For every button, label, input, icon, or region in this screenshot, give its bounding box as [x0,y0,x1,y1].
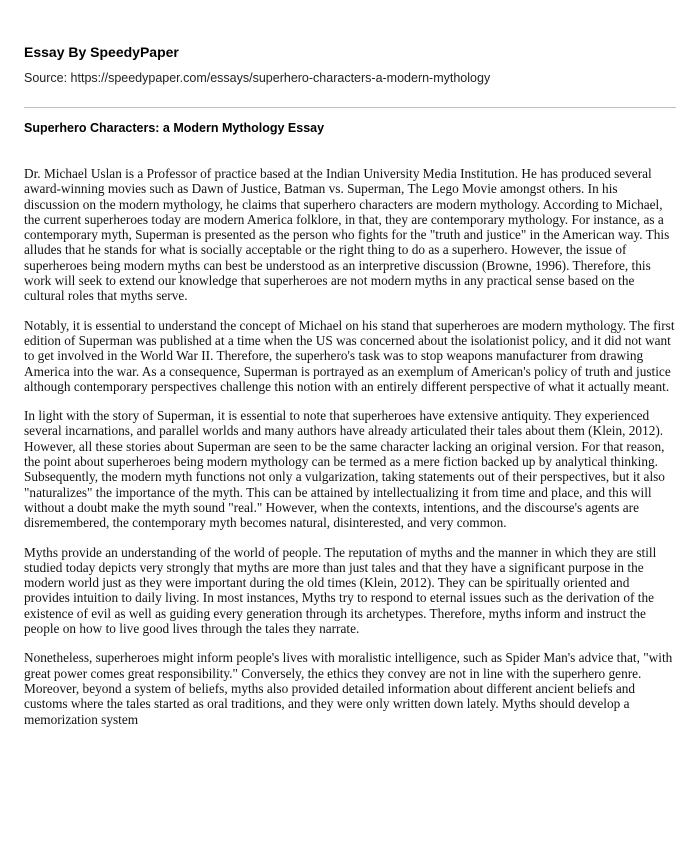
source-line: Source: https://speedypaper.com/essays/superhero-characters-a-modern-mythology [24,71,491,85]
paragraph-1: Dr. Michael Uslan is a Professor of practice based at the Indian University Media Institution. He has produced several award-winning movies such as Dawn of Justice, Batman vs. Superman, The Lego Movie amongst others. In his discussion on the modern mythology, he claims that superhero characters are modern mythology. According to Michael, the current superheroes today are modern America folklore, in that, they are contemporary mythology. For instance, as a contemporary myth, Superman is presented as the person who fights for the "truth and justice" in the American way. This alludes that he stands for what is socially acceptable or the right thing to do as a superhero. However, the issue of superheroes being modern myths can best be understood as an interpretive discussion (Browne, 1996). Therefore, this work will seek to extend our knowledge that superheroes are not modern myths in any practical sense based on the cultural roles that myths serve. [24,166,670,304]
paragraph-5: Nonetheless, superheroes might inform people's lives with moralistic intelligence, such as Spider Man's advice that, "with great power comes great responsibility." Conversely, the ethics they convey are not in line with the superhero genre. Moreover, beyond a system of beliefs, myths also provided detailed information about different ancient beliefs and customs where the tales started as oral traditions, and they were only written down lately. Myths should develop a memorization system [24,650,673,727]
paragraph-4: Myths provide an understanding of the world of people. The reputation of myths and the manner in which they are still studied today depicts very strongly that myths are more than just tales and that they have a significant purpose in the modern world just as they were important during the old times (Klein, 2012). They can be spiritually oriented and provides intuition to daily living. In most instances, Myths try to respond to eternal issues such as the derivation of the existence of evil as well as guiding every generation through its archetypes. Therefore, myths inform and instruct the people on how to live good lives through the tales they narrate. [24,544,657,637]
paragraph-3: In light with the story of Superman, it is essential to note that superheroes have extensive antiquity. They experienced several incarnations, and parallel worlds and many authors have already articulated their tales about them (Klein, 2012). However, all these stories about Superman are seen to be the same character lacking an original version. For that reason, the point about superheroes being modern mythology can be termed as a mere fiction backed up by analytical thinking. Subsequently, the modern myth functions not only a vulgarization, taking statements out of their perspectives, but it also "naturalizes" the importance of the myth. This can be attained by intellectualizing it from time and place, and this will without a doubt make the myth sound "real." However, when the contexts, intentions, and the discourse's agents are disremembered, the contemporary myth becomes natural, disinterested, and very common. [24,408,665,531]
essay-body [24,166,676,741]
paragraph-2: Notably, it is essential to understand the concept of Michael on his stand that superheroes are modern mythology. The first edition of Superman was published at a time when the US was concerned about the isolationist policy, and it did not want to get involved in the World War II. Therefore, the superhero's task was to stop weapons manufacturer from drawing America into the war. As a consequence, Superman is portrayed as an exemplum of American's policy of truth and justice although contemporary perspectives challenge this notion with an entirely different perspective of what it actually meant. [24,317,675,394]
essay-title: Superhero Characters: a Modern Mythology Essay [24,121,325,135]
site-brand: Essay By SpeedyPaper [24,44,179,60]
header-divider [24,107,676,108]
